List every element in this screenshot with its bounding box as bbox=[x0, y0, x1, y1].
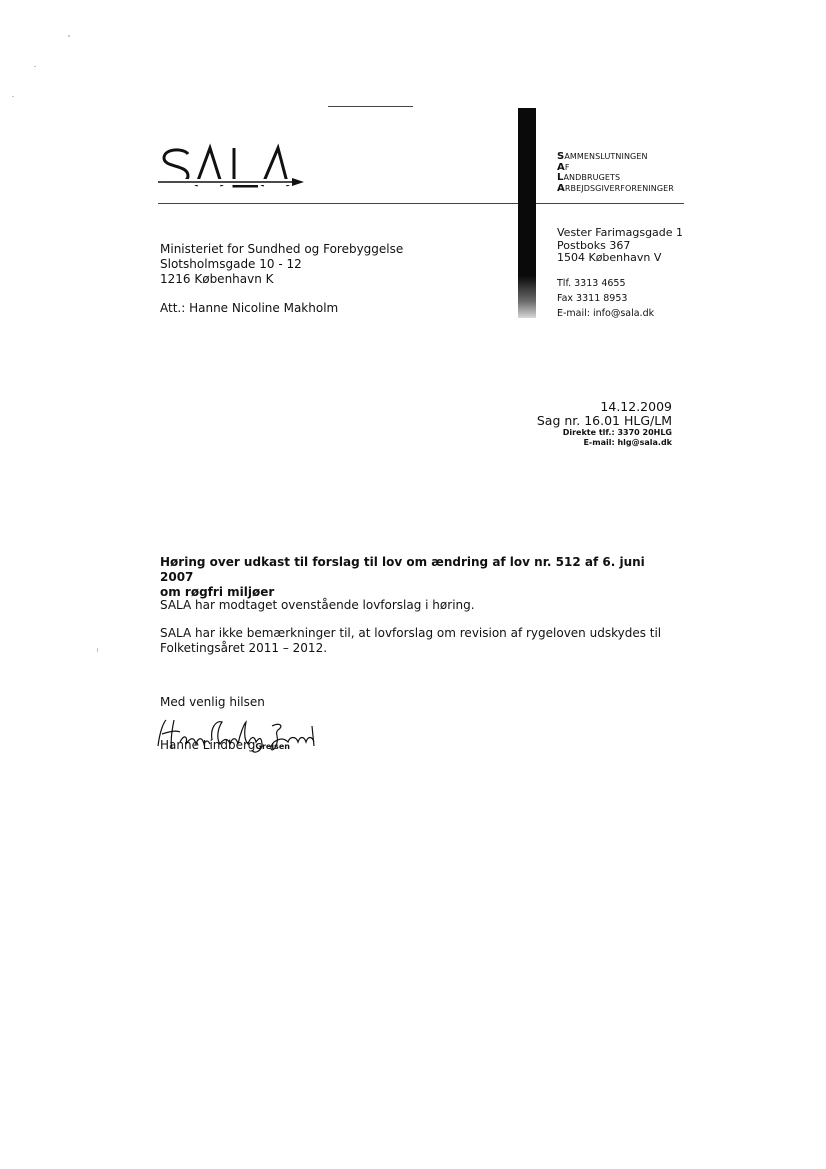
letterhead-vertical-bar bbox=[518, 108, 536, 318]
scan-speck bbox=[34, 66, 36, 67]
signatory-name-main: Hanne Lindberg bbox=[160, 738, 256, 752]
subject-line: Høring over udkast til forslag til lov om ændring af lov nr. 512 af 6. juni 2007 bbox=[160, 555, 645, 584]
attention-line: Att.: Hanne Nicoline Makholm bbox=[160, 301, 339, 315]
recipient-line: 1216 København K bbox=[160, 272, 274, 286]
letterhead-rule bbox=[158, 203, 684, 204]
direct-phone: Direkte tlf.: 3370 20HLG bbox=[562, 428, 672, 437]
scan-speck bbox=[12, 96, 14, 97]
paragraph-2 bbox=[160, 626, 680, 656]
case-number: Sag nr. 16.01 HLG/LM bbox=[536, 413, 672, 428]
signatory-name-suffix: Greisen bbox=[255, 742, 290, 751]
letter-date: 14.12.2009 bbox=[600, 399, 672, 414]
letter-subject bbox=[160, 555, 680, 600]
org-line: SAMMENSLUTNINGEN bbox=[557, 151, 648, 162]
closing: Med venlig hilsen bbox=[160, 695, 265, 709]
paragraph-line: Folketingsåret 2011 – 2012. bbox=[160, 641, 328, 655]
recipient-line: Ministeriet for Sundhed og Forebyggelse bbox=[160, 242, 404, 256]
paragraph-1: SALA har modtaget ovenstående lovforslag i høring. bbox=[160, 598, 475, 612]
sala-logo bbox=[158, 140, 308, 202]
sender-address bbox=[557, 227, 683, 265]
org-line: LANDBRUGETS bbox=[557, 172, 621, 183]
direct-email: E-mail: hlg@sala.dk bbox=[583, 438, 672, 447]
signatory-name bbox=[160, 738, 290, 752]
address-line: Postboks 367 bbox=[557, 238, 631, 252]
organization-name bbox=[557, 152, 674, 194]
org-line: AF bbox=[557, 161, 570, 173]
subject-line: om røgfri miljøer bbox=[160, 585, 275, 599]
scan-speck bbox=[68, 35, 70, 37]
fax-number: Fax 3311 8953 bbox=[557, 293, 628, 304]
recipient-line: Slotsholmsgade 10 - 12 bbox=[160, 257, 302, 271]
address-line: 1504 København V bbox=[557, 251, 662, 264]
email-address: E-mail: info@sala.dk bbox=[557, 308, 655, 319]
address-line: Vester Farimagsgade 1 bbox=[557, 226, 684, 239]
recipient-address bbox=[160, 242, 403, 287]
letter-meta bbox=[537, 400, 672, 448]
scan-speck bbox=[97, 648, 98, 652]
phone-number: Tlf. 3313 4655 bbox=[557, 278, 626, 289]
sender-contact bbox=[557, 276, 654, 321]
paragraph-line: SALA har ikke bemærkninger til, at lovforslag om revision af rygeloven udskydes til bbox=[160, 626, 662, 640]
top-rule bbox=[328, 106, 413, 107]
org-line: ARBEJDSGIVERFORENINGER bbox=[557, 182, 674, 194]
